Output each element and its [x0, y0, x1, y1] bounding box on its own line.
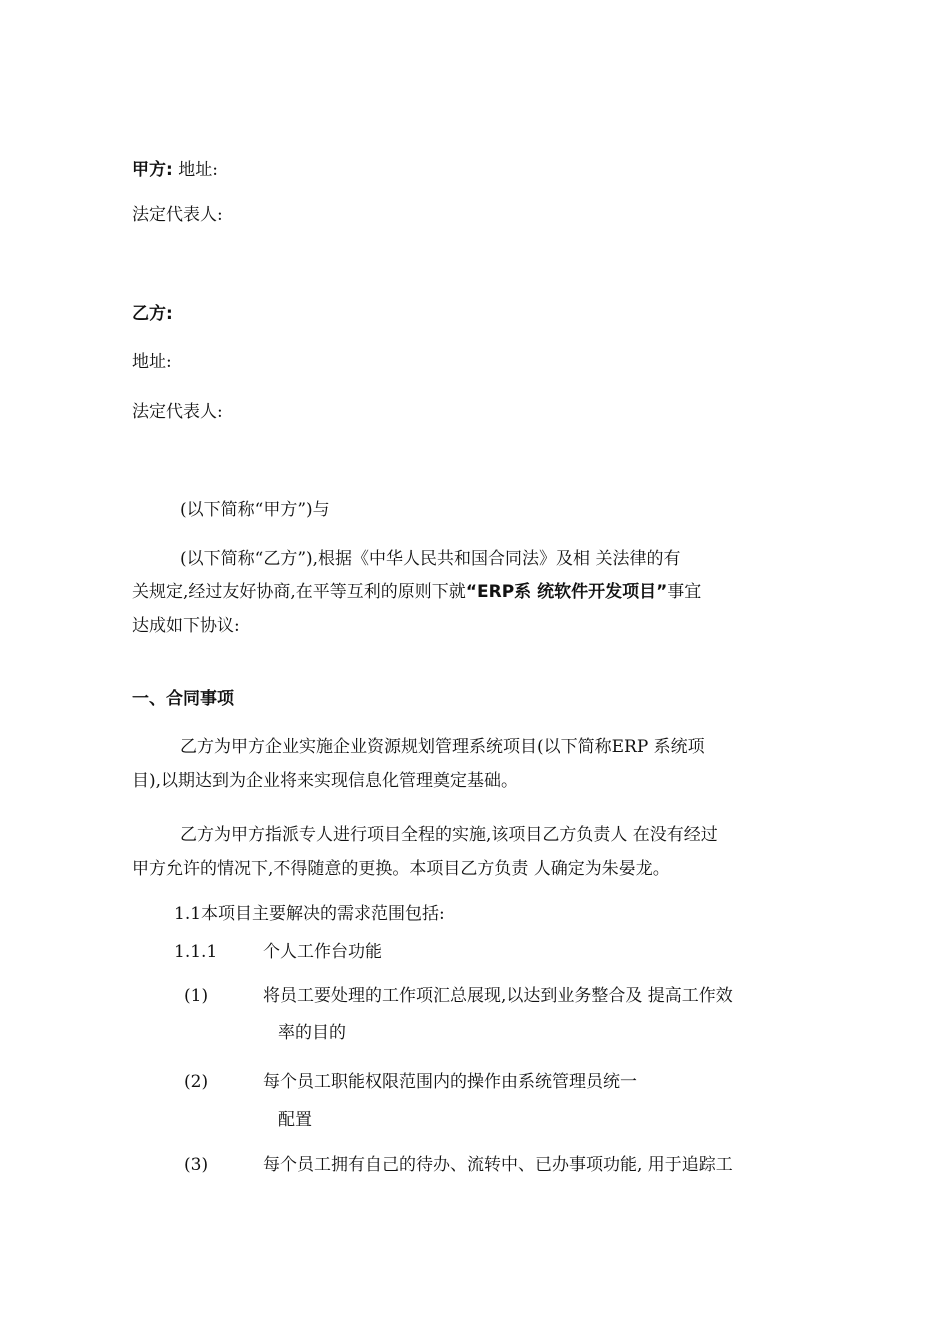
- party-b-address-label: 地址:: [132, 352, 172, 372]
- subsection-title: 个人工作台功能: [263, 942, 382, 962]
- party-a-rep-label: 法定代表人:: [132, 205, 223, 225]
- section-1-p2-line-2: 甲方允许的情况下,不得随意的更换。本项目乙方负责 人确定为朱晏龙。: [132, 859, 670, 879]
- section-1-p2-line-1: 乙方为甲方指派专人进行项目全程的实施,该项目乙方负责人 在没有经过: [180, 825, 718, 845]
- section-1-p1-line-2: 目),以期达到为企业将来实现信息化管理奠定基础。: [132, 771, 519, 791]
- party-a-address-label: 地址:: [178, 160, 218, 180]
- section-1-heading: 一、合同事项: [132, 689, 234, 709]
- preamble-line-2: (以下简称“乙方”),根据《中华人民共和国合同法》及相 关法律的有: [180, 549, 681, 569]
- preamble-line-4: 达成如下协议:: [132, 616, 240, 636]
- party-a-label: 甲方:: [132, 160, 173, 180]
- item-2-line-2: 配置: [278, 1110, 312, 1130]
- item-3-line-1: 每个员工拥有自己的待办、流转中、已办事项功能, 用于追踪工: [263, 1155, 733, 1175]
- preamble-line-3-post: 事宜: [667, 582, 702, 602]
- party-b-rep-label: 法定代表人:: [132, 402, 223, 422]
- preamble-line-3-pre: 关规定,经过友好协商,在平等互利的原则下就: [132, 582, 466, 602]
- item-2-line-1: 每个员工职能权限范围内的操作由系统管理员统一: [263, 1072, 637, 1092]
- item-2-number: (2): [184, 1072, 209, 1092]
- section-1-p1-line-1: 乙方为甲方企业实施企业资源规划管理系统项目(以下简称ERP 系统项: [180, 737, 705, 757]
- project-name: “ERP系 统软件开发项目”: [465, 582, 668, 602]
- scope-intro: 1.1本项目主要解决的需求范围包括:: [174, 904, 445, 924]
- item-1-number: (1): [184, 986, 209, 1006]
- item-1-line-1: 将员工要处理的工作项汇总展现,以达到业务整合及 提高工作效: [263, 986, 733, 1006]
- item-3-number: (3): [184, 1155, 209, 1175]
- party-a-line: [132, 158, 218, 182]
- item-1-line-2: 率的目的: [278, 1023, 346, 1043]
- preamble-line-3: [132, 580, 701, 604]
- preamble-line-1: (以下简称“甲方”)与: [180, 500, 330, 520]
- subsection-number: 1.1.1: [174, 942, 218, 962]
- party-b-label: 乙方:: [132, 304, 173, 324]
